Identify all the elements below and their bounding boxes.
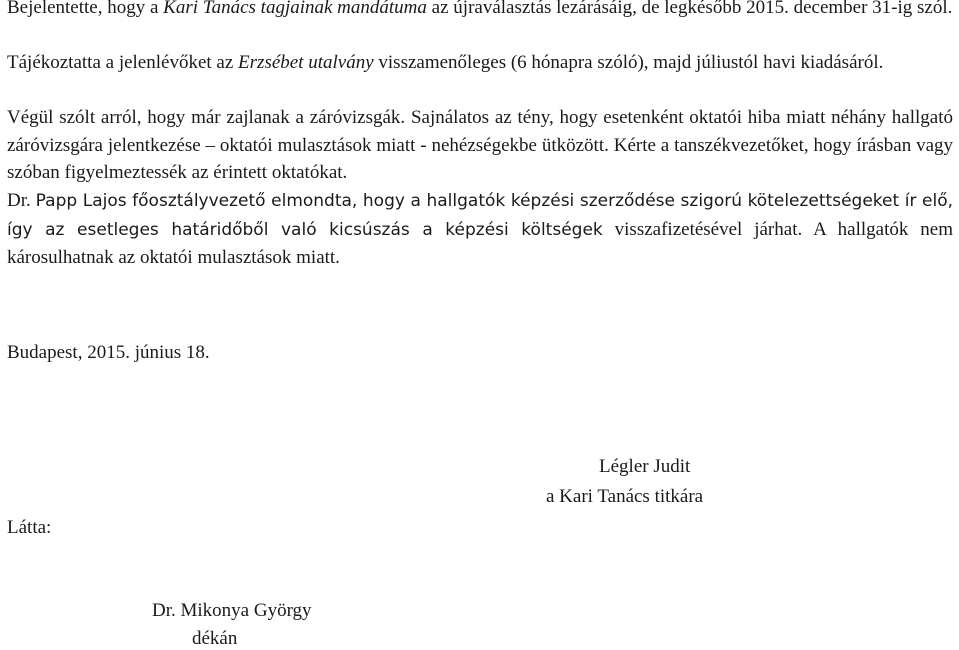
signer-name: Légler Judit: [599, 456, 691, 477]
dean-title: dékán: [192, 628, 238, 649]
seen-label: Látta:: [7, 517, 52, 538]
paragraph-mandate-text-1: Bejelentette, hogy a: [7, 0, 164, 18]
paragraph-voucher-text-2: visszamenőleges (6 hónapra szóló), majd júliustól havi kiadásáról.: [373, 52, 884, 73]
paragraph-mandate-text-2: az újraválasztás lezárásáig, de legkésőbb 2015. december 31-ig szól.: [426, 0, 953, 18]
paragraph-training-contract: [7, 187, 953, 272]
paragraph-contract-text-1: Dr.: [7, 190, 36, 211]
paragraph-voucher-text-1: Tájékoztatta a jelenlévőket az: [7, 52, 239, 73]
paragraph-voucher-italic: Erzsébet utalvány: [238, 52, 374, 73]
paragraph-mandate-italic: Kari Tanács tagjainak mandátuma: [163, 0, 427, 18]
paragraph-mandate: [7, 0, 953, 22]
paragraph-contract-sans: Papp Lajos főosztályvezető elmondta, hogy a hallgatók képzési szerződése szigorú kötelezettségeket ír elő, így az esetleges határidőből való kicsúszás a képzési költségek: [7, 191, 953, 240]
paragraph-contract-text-2: visszafizetésével járhat. A hallgatók nem károsulhatnak az oktatói mulasztások miatt.: [7, 218, 953, 268]
paragraph-voucher: [7, 49, 953, 77]
paragraph-final-exams: Végül szólt arról, hogy már zajlanak a záróvizsgák. Sajnálatos az tény, hogy esetenként oktatói hiba miatt néhány hallgató záróvizsgára jelentkezése – oktatói mulasztások miatt - nehézségekbe ütközött. Kérte a tanszékvezetőket, hogy írásban vagy szóban figyelmeztessék az érintett oktatókat.: [7, 107, 953, 183]
dean-name: Dr. Mikonya György: [152, 600, 312, 621]
signer-title: a Kari Tanács titkára: [546, 486, 704, 507]
place-date: Budapest, 2015. június 18.: [7, 342, 210, 363]
